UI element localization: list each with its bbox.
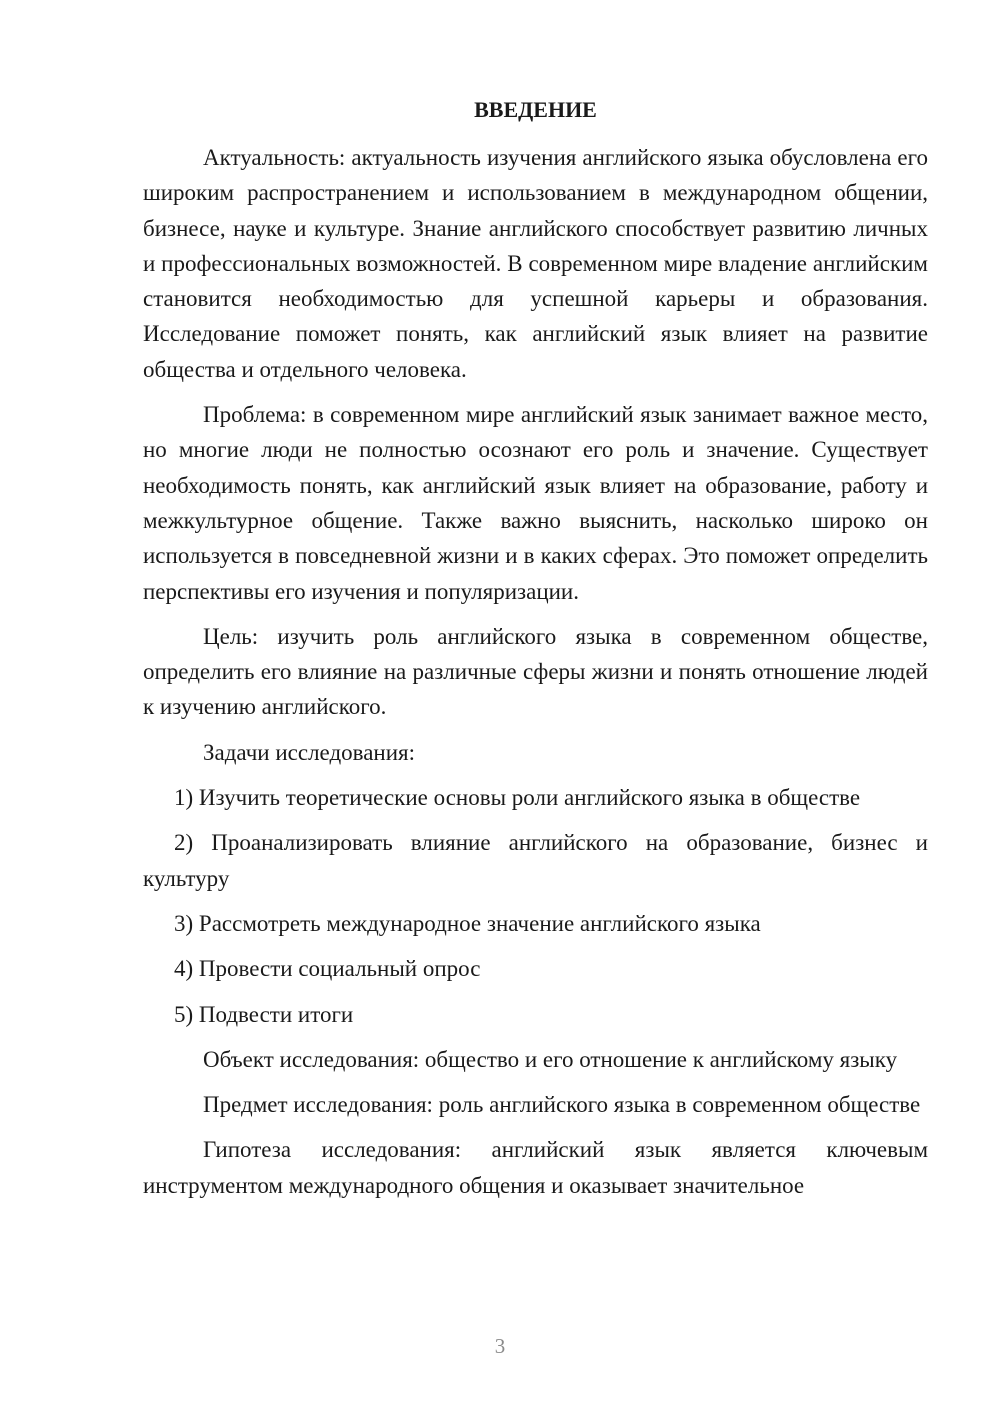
relevance-paragraph: Актуальность: актуальность изучения английского языка обусловлена его широким распространением и использованием в международном общении, бизнесе, науке и культуре. Знание английского способствует развитию личных и профессиональных возможностей. В современном мире владение английским становится необходимостью для успешной карьеры и образования. Исследование поможет понять, как английский язык влияет на развитие общества и отдельного человека.: [143, 145, 928, 382]
task-item: 2) Проанализировать влияние английского на образование, бизнес и культуру: [143, 830, 928, 891]
page-content: [143, 92, 928, 1213]
subject-paragraph: Предмет исследования: роль английского языка в современном обществе: [203, 1092, 921, 1118]
task-item: 1) Изучить теоретические основы роли английского языка в обществе: [174, 785, 861, 811]
task-item: 5) Подвести итоги: [174, 1001, 354, 1027]
goal-paragraph: Цель: изучить роль английского языка в современном обществе, определить его влияние на различные сферы жизни и понять отношение людей к изучению английского.: [143, 623, 928, 720]
tasks-heading: Задачи исследования:: [203, 739, 416, 765]
page-number: 3: [494, 1334, 506, 1358]
tasks-list: [143, 780, 928, 1032]
hypothesis-paragraph: Гипотеза исследования: английский язык является ключевым инструментом международного общения и оказывает значительное: [143, 1137, 928, 1198]
problem-paragraph: Проблема: в современном мире английский язык занимает важное место, но многие люди не полностью осознают его роль и значение. Существует необходимость понять, как английский язык влияет на образование, работу и межкультурное общение. Также важно выяснить, насколько широко он используется в повседневной жизни и в каких сферах. Это поможет определить перспективы его изучения и популяризации.: [143, 402, 928, 604]
task-item: 3) Рассмотреть международное значение английского языка: [174, 910, 761, 936]
section-title: ВВЕДЕНИЕ: [474, 97, 597, 122]
task-item: 4) Провести социальный опрос: [174, 956, 481, 982]
object-paragraph: Объект исследования: общество и его отношение к английскому языку: [203, 1046, 898, 1072]
